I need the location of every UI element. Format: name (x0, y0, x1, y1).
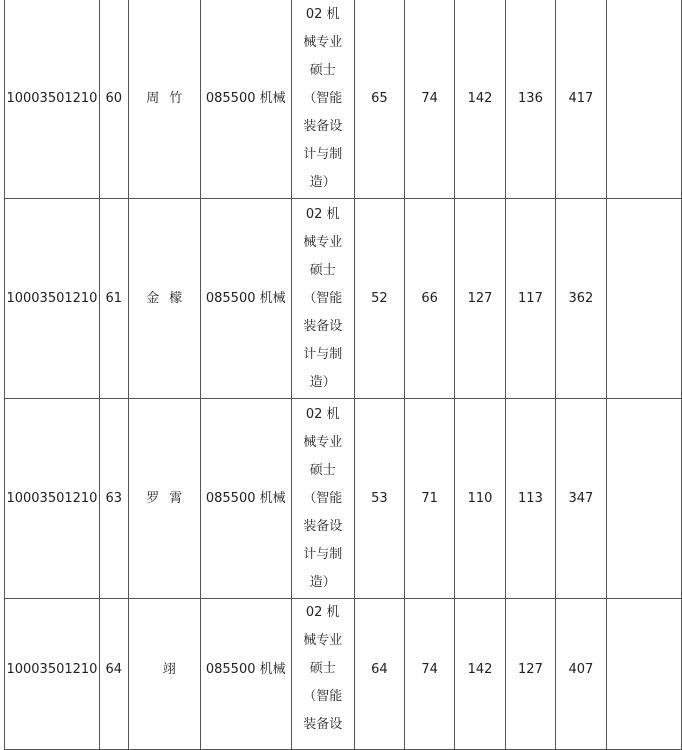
score-cell (505, 199, 555, 399)
score-value: 142 (467, 90, 493, 106)
score-cell (354, 599, 404, 750)
score-value: 74 (421, 90, 438, 106)
score-value: 110 (467, 490, 493, 506)
major-cell (200, 199, 291, 399)
name-cell (128, 0, 200, 199)
major-text: 085500 机械 (205, 662, 286, 677)
direction-line: 硕士 (309, 62, 336, 78)
score-cell (455, 199, 505, 399)
sequence-number: 61 (105, 290, 123, 306)
score-cell (354, 199, 404, 399)
score-value: 64 (371, 662, 388, 677)
direction-line: 造） (309, 574, 336, 590)
sequence-number: 64 (105, 662, 123, 677)
direction-line: 硕士 (309, 262, 336, 278)
sequence-cell (99, 199, 128, 399)
name-part: 檬 (169, 290, 183, 306)
score-value: 52 (371, 290, 388, 306)
major-cell (200, 0, 291, 199)
candidate-id: 10003501210 (6, 90, 98, 106)
sequence-cell (99, 399, 128, 599)
candidate-id-cell (5, 0, 100, 199)
direction-line: 硕士 (309, 462, 336, 478)
candidate-id-cell (5, 199, 100, 399)
direction-line: （智能 (303, 290, 343, 306)
direction-line: 械专业 (303, 434, 343, 450)
direction-line: 02 机 (305, 605, 340, 620)
direction-line: 计与制 (303, 546, 343, 562)
direction-line: （智能 (303, 90, 343, 106)
sequence-number: 63 (105, 490, 123, 506)
name-part: 竹 (169, 90, 183, 106)
direction-line: 装备设 (303, 518, 343, 534)
score-cell (455, 599, 505, 750)
score-value: 127 (467, 290, 493, 306)
empty-cell (606, 599, 681, 750)
sequence-cell (99, 599, 128, 750)
direction-line: 械专业 (303, 633, 343, 648)
direction-line: 造） (309, 374, 336, 390)
major-text: 085500 机械 (205, 90, 286, 106)
name-part: 霄 (169, 490, 183, 506)
direction-line: 械专业 (303, 234, 343, 250)
score-cell (405, 0, 455, 199)
major-text: 085500 机械 (205, 290, 286, 306)
empty-cell (606, 0, 681, 199)
direction-line: 02 机 (305, 6, 340, 22)
major-cell (200, 599, 291, 750)
table-row (5, 399, 682, 599)
score-value: 142 (467, 662, 493, 677)
score-cell (354, 399, 404, 599)
empty-cell (606, 399, 681, 599)
direction-line: 计与制 (303, 146, 343, 162)
total-score-cell (556, 399, 606, 599)
major-cell (200, 399, 291, 599)
total-score-cell (556, 199, 606, 399)
score-value: 136 (518, 90, 543, 106)
total-score: 362 (568, 290, 594, 306)
candidate-id: 10003501210 (6, 490, 98, 506)
candidate-id-cell (5, 399, 100, 599)
table-row (5, 0, 682, 199)
name-cell (128, 599, 200, 750)
score-value: 53 (371, 490, 388, 506)
score-value: 66 (421, 290, 438, 306)
direction-line: 02 机 (305, 206, 340, 222)
candidate-id: 10003501210 (6, 662, 98, 677)
score-cell (354, 0, 404, 199)
table-row (5, 199, 682, 399)
direction-line: 装备设 (303, 118, 343, 134)
direction-line: 计与制 (303, 346, 343, 362)
candidate-id-cell (5, 599, 100, 750)
table-row (5, 599, 682, 750)
score-cell (505, 399, 555, 599)
direction-line: （智能 (303, 689, 343, 704)
sequence-number: 60 (105, 90, 123, 106)
direction-line: 装备设 (303, 318, 343, 334)
direction-line: （智能 (303, 490, 343, 506)
direction-line: 装备设 (303, 717, 343, 732)
name-part: 金 (146, 290, 160, 306)
name-part: 翊 (162, 662, 176, 677)
score-cell (455, 399, 505, 599)
total-score: 347 (568, 490, 594, 506)
direction-cell (291, 199, 354, 399)
total-score-cell (556, 599, 606, 750)
total-score: 417 (568, 90, 594, 106)
total-score-cell (556, 0, 606, 199)
admission-score-table (4, 0, 682, 750)
score-value: 65 (371, 90, 388, 106)
sequence-cell (99, 0, 128, 199)
direction-cell (291, 399, 354, 599)
score-cell (405, 199, 455, 399)
score-cell (405, 399, 455, 599)
score-cell (455, 0, 505, 199)
direction-cell (291, 599, 354, 750)
name-cell (128, 199, 200, 399)
score-cell (405, 599, 455, 750)
score-value: 113 (518, 490, 543, 506)
score-value: 71 (421, 490, 438, 506)
direction-line: 造） (309, 174, 336, 190)
score-value: 117 (518, 290, 543, 306)
empty-cell (606, 199, 681, 399)
score-value: 74 (421, 662, 438, 677)
name-part: 周 (146, 90, 160, 106)
direction-line: 械专业 (303, 34, 343, 50)
direction-cell (291, 0, 354, 199)
score-cell (505, 599, 555, 750)
candidate-id: 10003501210 (6, 290, 98, 306)
direction-line: 02 机 (305, 406, 340, 422)
name-part: 罗 (146, 490, 160, 506)
total-score: 407 (568, 662, 594, 677)
name-cell (128, 399, 200, 599)
score-value: 127 (518, 662, 543, 677)
score-cell (505, 0, 555, 199)
direction-line: 硕士 (309, 661, 336, 676)
major-text: 085500 机械 (205, 490, 286, 506)
